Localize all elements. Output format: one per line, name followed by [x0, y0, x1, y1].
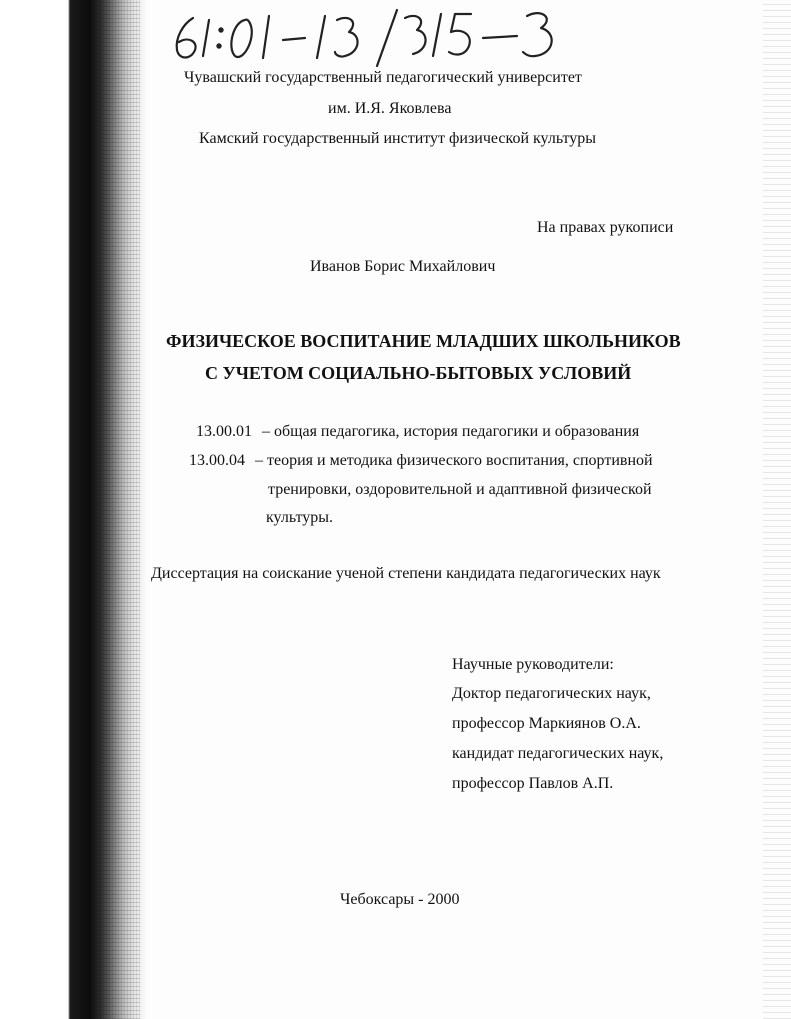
supervisor-line: Доктор педагогических наук,	[452, 685, 651, 702]
dissertation-title-line2: С УЧЕТОМ СОЦИАЛЬНО-БЫТОВЫХ УСЛОВИЙ	[205, 363, 632, 383]
specialty-code: 13.00.01	[196, 423, 252, 440]
handwritten-archive-number	[165, 4, 585, 74]
specialty-text: – общая педагогика, история педагогики и образования	[262, 423, 640, 440]
dissertation-title-line1: ФИЗИЧЕСКОЕ ВОСПИТАНИЕ МЛАДШИХ ШКОЛЬНИКОВ	[166, 331, 681, 351]
supervisor-line: профессор Павлов А.П.	[452, 775, 614, 792]
manuscript-note: На правах рукописи	[537, 219, 674, 236]
supervisors-heading: Научные руководители:	[452, 656, 614, 673]
specialty-text: – теория и методика физического воспитания, спортивной	[255, 452, 653, 469]
university-named-after: им. И.Я. Яковлева	[328, 100, 452, 117]
author-name: Иванов Борис Михайлович	[310, 258, 496, 275]
specialty-code: 13.00.04	[189, 452, 245, 469]
degree-statement: Диссертация на соискание ученой степени кандидата педагогических наук	[151, 565, 661, 582]
specialty-text-continued: культуры.	[266, 509, 334, 526]
supervisor-line: кандидат педагогических наук,	[452, 745, 664, 762]
scan-noise	[100, 0, 140, 1019]
university-name: Чувашский государственный педагогический университет	[184, 69, 582, 86]
city-year: Чебоксары - 2000	[340, 891, 460, 908]
supervisor-line: профессор Маркиянов О.А.	[452, 715, 641, 732]
institute-name: Камский государственный институт физической культуры	[199, 130, 597, 147]
scan-right-edge	[763, 0, 791, 1019]
specialty-text-continued: тренировки, оздоровительной и адаптивной физической	[268, 481, 652, 498]
